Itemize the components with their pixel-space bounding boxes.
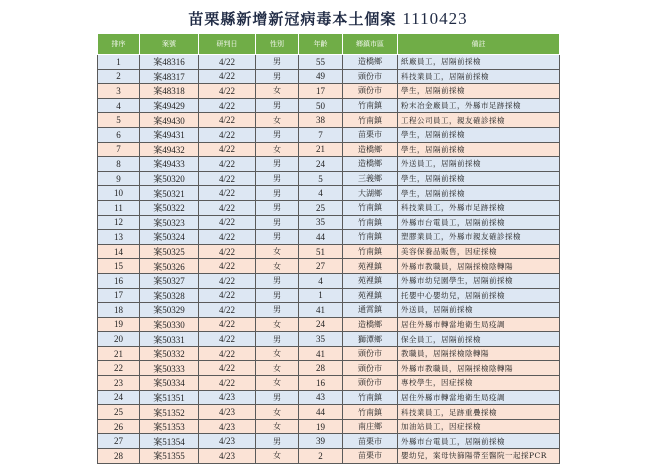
- row-sex: 男: [256, 390, 299, 405]
- row-case: 案50325: [140, 244, 199, 259]
- row-note: 工程公司員工，親友確診採檢: [398, 113, 560, 128]
- row-area: 苗栗市: [343, 127, 398, 142]
- row-no: 8: [98, 157, 140, 172]
- row-case: 案50332: [140, 346, 199, 361]
- row-no: 7: [98, 142, 140, 157]
- row-area: 竹南鎮: [343, 230, 398, 245]
- row-area: 苑裡鎮: [343, 259, 398, 274]
- row-area: 造橋鄉: [343, 317, 398, 332]
- row-sex: 女: [256, 259, 299, 274]
- row-date: 4/22: [199, 288, 256, 303]
- row-date: 4/22: [199, 244, 256, 259]
- row-case: 案48318: [140, 84, 199, 99]
- row-area: 南庄鄉: [343, 419, 398, 434]
- row-case: 案50328: [140, 288, 199, 303]
- row-date: 4/22: [199, 98, 256, 113]
- table-row: [98, 215, 560, 230]
- table-row: [98, 127, 560, 142]
- row-date: 4/23: [199, 390, 256, 405]
- row-area: 竹南鎮: [343, 113, 398, 128]
- row-area: 大湖鄉: [343, 186, 398, 201]
- row-sex: 女: [256, 346, 299, 361]
- row-note: 教職員，居隔採檢陰轉陽: [398, 346, 560, 361]
- row-note: 科技業員工，足跡重疊採檢: [398, 405, 560, 420]
- row-no: 5: [98, 113, 140, 128]
- row-sex: 男: [256, 69, 299, 84]
- row-case: 案50323: [140, 215, 199, 230]
- row-case: 案49432: [140, 142, 199, 157]
- row-age: 25: [299, 200, 343, 215]
- row-area: 頭份市: [343, 376, 398, 391]
- row-note: 美容保養品販售，因症採檢: [398, 244, 560, 259]
- table-row: [98, 288, 560, 303]
- table-row: [98, 332, 560, 347]
- table-row: [98, 361, 560, 376]
- row-area: 竹南鎮: [343, 390, 398, 405]
- row-sex: 女: [256, 113, 299, 128]
- row-date: 4/22: [199, 113, 256, 128]
- row-age: 50: [299, 98, 343, 113]
- row-no: 21: [98, 346, 140, 361]
- row-area: 苑裡鎮: [343, 273, 398, 288]
- case-table: [97, 33, 560, 464]
- row-sex: 女: [256, 142, 299, 157]
- row-age: 39: [299, 434, 343, 449]
- row-sex: 男: [256, 55, 299, 70]
- row-no: 10: [98, 186, 140, 201]
- table-row: [98, 171, 560, 186]
- row-no: 25: [98, 405, 140, 420]
- row-date: 4/22: [199, 55, 256, 70]
- row-case: 案50321: [140, 186, 199, 201]
- row-no: 13: [98, 230, 140, 245]
- row-note: 嬰幼兒，案母快篩陽帶至醫院一起採PCR: [398, 449, 560, 464]
- row-note: 居住外縣市轉當地衛生局疫調: [398, 390, 560, 405]
- row-no: 24: [98, 390, 140, 405]
- header-case: 案號: [140, 34, 199, 55]
- row-age: 41: [299, 346, 343, 361]
- row-no: 2: [98, 69, 140, 84]
- row-sex: 男: [256, 171, 299, 186]
- table-row: [98, 449, 560, 464]
- row-case: 案50324: [140, 230, 199, 245]
- row-case: 案50322: [140, 200, 199, 215]
- header-no: 排序: [98, 34, 140, 55]
- row-case: 案50320: [140, 171, 199, 186]
- row-age: 51: [299, 244, 343, 259]
- row-age: 19: [299, 419, 343, 434]
- row-date: 4/22: [199, 84, 256, 99]
- row-case: 案49430: [140, 113, 199, 128]
- row-age: 2: [299, 449, 343, 464]
- row-no: 28: [98, 449, 140, 464]
- row-sex: 男: [256, 215, 299, 230]
- row-no: 27: [98, 434, 140, 449]
- row-no: 1: [98, 55, 140, 70]
- row-area: 頭份市: [343, 361, 398, 376]
- row-date: 4/22: [199, 69, 256, 84]
- row-age: 43: [299, 390, 343, 405]
- row-no: 9: [98, 171, 140, 186]
- row-case: 案51352: [140, 405, 199, 420]
- row-sex: 男: [256, 98, 299, 113]
- row-date: 4/22: [199, 230, 256, 245]
- row-note: 外縣市台電員工，居隔前採檢: [398, 215, 560, 230]
- row-no: 3: [98, 84, 140, 99]
- row-area: 頭份市: [343, 69, 398, 84]
- row-area: 竹南鎮: [343, 244, 398, 259]
- row-case: 案50331: [140, 332, 199, 347]
- row-note: 外送員工，居隔前採檢: [398, 157, 560, 172]
- row-note: 塑膠業員工，外縣市親友確診採檢: [398, 230, 560, 245]
- row-note: 粉末冶金廠員工，外縣市足跡採檢: [398, 98, 560, 113]
- row-no: 26: [98, 419, 140, 434]
- row-note: 外送員，居隔前採檢: [398, 303, 560, 318]
- row-no: 14: [98, 244, 140, 259]
- row-date: 4/22: [199, 273, 256, 288]
- row-area: 通霄鎮: [343, 303, 398, 318]
- row-sex: 男: [256, 288, 299, 303]
- row-note: 外縣市教職員，居隔採檢陰轉陽: [398, 259, 560, 274]
- row-date: 4/22: [199, 200, 256, 215]
- row-no: 18: [98, 303, 140, 318]
- table-row: [98, 419, 560, 434]
- row-age: 1: [299, 288, 343, 303]
- row-area: 苗栗市: [343, 434, 398, 449]
- row-case: 案51351: [140, 390, 199, 405]
- table-row: [98, 346, 560, 361]
- row-date: 4/22: [199, 361, 256, 376]
- row-area: 造橋鄉: [343, 157, 398, 172]
- row-no: 6: [98, 127, 140, 142]
- table-row: [98, 113, 560, 128]
- row-note: 科技業員工，居隔前採檢: [398, 69, 560, 84]
- row-note: 專校學生，因症採檢: [398, 376, 560, 391]
- row-case: 案49433: [140, 157, 199, 172]
- table-row: [98, 69, 560, 84]
- row-age: 35: [299, 215, 343, 230]
- table-row: [98, 434, 560, 449]
- row-no: 19: [98, 317, 140, 332]
- row-note: 托嬰中心嬰幼兒，居隔前採檢: [398, 288, 560, 303]
- row-date: 4/22: [199, 186, 256, 201]
- row-note: 學生，居隔前採檢: [398, 171, 560, 186]
- table-row: [98, 259, 560, 274]
- table-row: [98, 84, 560, 99]
- row-case: 案51353: [140, 419, 199, 434]
- table-row: [98, 186, 560, 201]
- row-case: 案50334: [140, 376, 199, 391]
- row-age: 44: [299, 405, 343, 420]
- row-note: 學生，居隔前採檢: [398, 186, 560, 201]
- row-age: 38: [299, 113, 343, 128]
- table-row: [98, 230, 560, 245]
- table-row: [98, 303, 560, 318]
- header-note: 備註: [398, 34, 560, 55]
- row-sex: 男: [256, 200, 299, 215]
- row-case: 案51355: [140, 449, 199, 464]
- row-date: 4/22: [199, 376, 256, 391]
- row-case: 案49431: [140, 127, 199, 142]
- row-case: 案49429: [140, 98, 199, 113]
- row-age: 5: [299, 171, 343, 186]
- table-row: [98, 317, 560, 332]
- row-area: 頭份市: [343, 346, 398, 361]
- row-no: 17: [98, 288, 140, 303]
- row-case: 案48316: [140, 55, 199, 70]
- row-age: 55: [299, 55, 343, 70]
- title-date: 1110423: [402, 9, 468, 28]
- page-title: [0, 8, 656, 29]
- table-row: [98, 157, 560, 172]
- row-sex: 男: [256, 303, 299, 318]
- row-note: 外縣市教職員，居隔採檢陰轉陽: [398, 361, 560, 376]
- row-no: 22: [98, 361, 140, 376]
- row-area: 造橋鄉: [343, 142, 398, 157]
- row-age: 16: [299, 376, 343, 391]
- row-no: 23: [98, 376, 140, 391]
- row-area: 竹南鎮: [343, 200, 398, 215]
- row-case: 案50329: [140, 303, 199, 318]
- row-note: 科技業員工，外縣市足跡採檢: [398, 200, 560, 215]
- row-age: 17: [299, 84, 343, 99]
- row-date: 4/23: [199, 405, 256, 420]
- row-date: 4/22: [199, 157, 256, 172]
- row-note: 保全員工，居隔前採檢: [398, 332, 560, 347]
- row-sex: 女: [256, 361, 299, 376]
- row-age: 28: [299, 361, 343, 376]
- row-age: 49: [299, 69, 343, 84]
- row-sex: 女: [256, 84, 299, 99]
- header-area: 鄉鎮市區: [343, 34, 398, 55]
- row-no: 16: [98, 273, 140, 288]
- row-sex: 女: [256, 376, 299, 391]
- row-sex: 男: [256, 434, 299, 449]
- table-row: [98, 200, 560, 215]
- row-age: 4: [299, 273, 343, 288]
- row-area: 苑裡鎮: [343, 288, 398, 303]
- table-row: [98, 390, 560, 405]
- row-age: 27: [299, 259, 343, 274]
- row-area: 三義鄉: [343, 171, 398, 186]
- table-body: [98, 55, 560, 464]
- row-date: 4/22: [199, 332, 256, 347]
- table-row: [98, 142, 560, 157]
- table-row: [98, 405, 560, 420]
- row-sex: 女: [256, 419, 299, 434]
- row-note: 外縣市幼兒園學生，居隔前採檢: [398, 273, 560, 288]
- row-age: 24: [299, 157, 343, 172]
- row-note: 加油站員工，因症採檢: [398, 419, 560, 434]
- row-sex: 女: [256, 405, 299, 420]
- row-date: 4/22: [199, 346, 256, 361]
- row-sex: 女: [256, 244, 299, 259]
- table-row: [98, 55, 560, 70]
- row-age: 7: [299, 127, 343, 142]
- row-sex: 女: [256, 449, 299, 464]
- row-age: 41: [299, 303, 343, 318]
- row-age: 4: [299, 186, 343, 201]
- row-area: 竹南鎮: [343, 98, 398, 113]
- row-age: 21: [299, 142, 343, 157]
- header-date: 研判日: [199, 34, 256, 55]
- row-no: 11: [98, 200, 140, 215]
- row-case: 案51354: [140, 434, 199, 449]
- row-note: 學生，居隔前採檢: [398, 142, 560, 157]
- table-row: [98, 376, 560, 391]
- row-no: 12: [98, 215, 140, 230]
- row-case: 案50326: [140, 259, 199, 274]
- table-row: [98, 244, 560, 259]
- row-date: 4/22: [199, 259, 256, 274]
- row-note: 學生，居隔前採檢: [398, 84, 560, 99]
- row-date: 4/22: [199, 127, 256, 142]
- header-sex: 性別: [256, 34, 299, 55]
- row-case: 案50327: [140, 273, 199, 288]
- row-age: 44: [299, 230, 343, 245]
- row-note: 外縣市台電員工，居隔前採檢: [398, 434, 560, 449]
- title-text: 苗栗縣新增新冠病毒本土個案: [188, 10, 397, 28]
- row-age: 35: [299, 332, 343, 347]
- row-sex: 男: [256, 332, 299, 347]
- row-no: 20: [98, 332, 140, 347]
- table-row: [98, 98, 560, 113]
- row-date: 4/22: [199, 171, 256, 186]
- row-date: 4/22: [199, 142, 256, 157]
- table-header-row: [98, 34, 560, 55]
- row-area: 苗栗市: [343, 449, 398, 464]
- row-date: 4/23: [199, 449, 256, 464]
- row-age: 24: [299, 317, 343, 332]
- row-no: 4: [98, 98, 140, 113]
- row-date: 4/22: [199, 215, 256, 230]
- row-area: 造橋鄉: [343, 55, 398, 70]
- row-note: 居住外縣市轉當地衛生局疫調: [398, 317, 560, 332]
- row-sex: 男: [256, 186, 299, 201]
- row-note: 紙廠員工，居隔前採檢: [398, 55, 560, 70]
- header-age: 年齡: [299, 34, 343, 55]
- row-date: 4/23: [199, 419, 256, 434]
- row-sex: 男: [256, 127, 299, 142]
- row-date: 4/22: [199, 317, 256, 332]
- row-area: 頭份市: [343, 84, 398, 99]
- row-sex: 男: [256, 230, 299, 245]
- row-area: 竹南鎮: [343, 215, 398, 230]
- row-case: 案50330: [140, 317, 199, 332]
- row-sex: 男: [256, 273, 299, 288]
- row-case: 案48317: [140, 69, 199, 84]
- row-sex: 女: [256, 317, 299, 332]
- row-note: 學生，居隔前採檢: [398, 127, 560, 142]
- row-case: 案50333: [140, 361, 199, 376]
- row-no: 15: [98, 259, 140, 274]
- row-area: 竹南鎮: [343, 405, 398, 420]
- row-date: 4/23: [199, 434, 256, 449]
- row-date: 4/22: [199, 303, 256, 318]
- row-sex: 男: [256, 157, 299, 172]
- row-area: 獅潭鄉: [343, 332, 398, 347]
- table-row: [98, 273, 560, 288]
